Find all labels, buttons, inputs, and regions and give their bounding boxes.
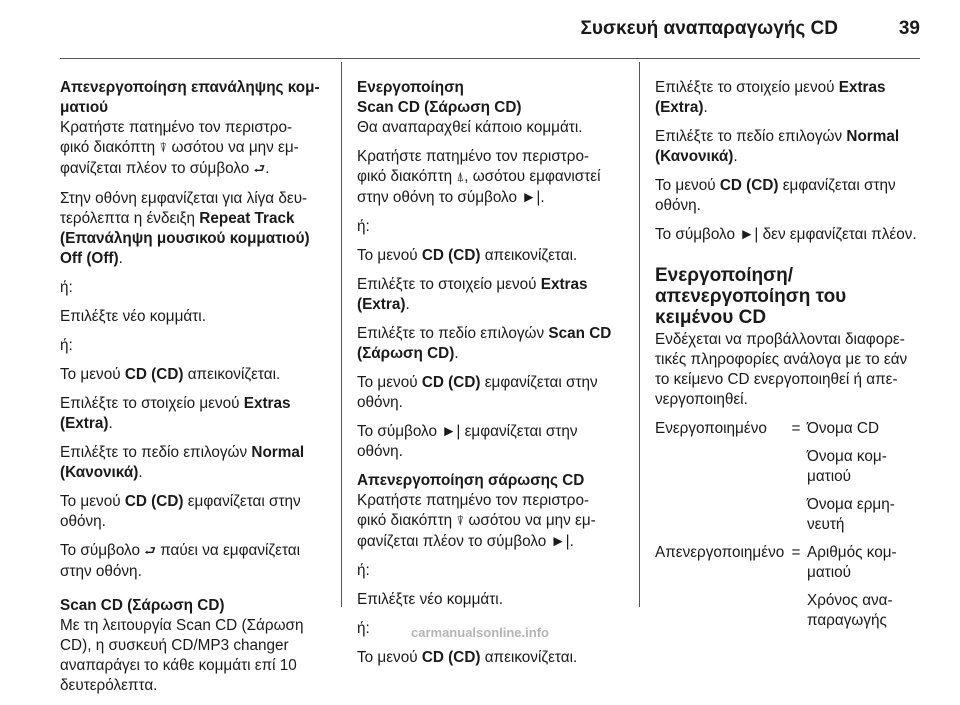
section-heading-scan-cd: Scan CD (Σάρωση CD)	[60, 597, 225, 614]
scan-icon: ►|	[441, 423, 461, 440]
page-title: Συσκευή αναπαραγωγής CD	[580, 18, 838, 39]
table-cell: Όνομα ερμη-νευτή	[807, 496, 895, 533]
or-text: ή:	[357, 562, 370, 579]
page-header	[0, 0, 960, 58]
column-2	[357, 78, 625, 677]
paragraph: Στην οθόνη εμφανίζεται για λίγα δευ- τερόλεπτα η ένδειξη Repeat Track (Επανάληψη μουσικού κομματιού) Off (Off).	[60, 190, 310, 267]
paragraph: Επιλέξτε το στοιχείο μενού Extras (Extra).	[357, 276, 588, 313]
paragraph: Με τη λειτουργία Scan CD (Σάρωση CD), η συσκευή CD/MP3 changer αναπαράγει το κάθε κομμάτι επί 10 δευτερόλεπτα.	[60, 617, 304, 694]
paragraph: Επιλέξτε το πεδίο επιλογών Normal (Κανονικά).	[655, 128, 900, 165]
knob-down-icon: ⍒	[159, 141, 168, 156]
knob-down-icon: ⍒	[456, 514, 465, 529]
section-heading-repeat-off: Απενεργοποίηση επανάληψης κομ- ματιού	[60, 79, 320, 116]
paragraph: Επιλέξτε νέο κομμάτι.	[357, 591, 503, 608]
paragraph: Επιλέξτε το στοιχείο μενού Extras (Extra).	[655, 79, 886, 116]
section-heading-cd-text: Ενεργοποίηση/ απενεργοποίηση του κειμένου CD	[655, 265, 847, 328]
table-row-label: Ενεργοποιημένο	[655, 420, 767, 437]
scan-icon: ►|	[739, 226, 759, 243]
paragraph: Το μενού CD (CD) απεικονίζεται.	[357, 649, 578, 666]
paragraph: Κρατήστε πατημένο τον περιστρο- φικό διακόπτη ⍒ ωσότου να μην εμ- φανίζεται πλέον το σύμβολο ⮐.	[60, 119, 299, 177]
or-text: ή:	[357, 620, 370, 637]
paragraph: Το μενού CD (CD) απεικονίζεται.	[357, 247, 578, 264]
or-text: ή:	[60, 279, 73, 296]
column-1	[60, 78, 328, 705]
equals-sign: =	[791, 544, 801, 561]
column-divider-2	[639, 62, 640, 607]
paragraph: Το σύμβολο ►| δεν εμφανίζεται πλέον.	[655, 226, 917, 243]
repeat-icon: ⮐	[144, 544, 156, 559]
paragraph: Το σύμβολο ►| εμφανίζεται στην οθόνη.	[357, 423, 578, 460]
paragraph: Το μενού CD (CD) απεικονίζεται.	[60, 366, 281, 383]
scan-icon: ►|	[550, 533, 570, 550]
section-heading-scan-on: Ενεργοποίηση Scan CD (Σάρωση CD)	[357, 79, 522, 116]
table-cell: Όνομα κομ-ματιού	[807, 448, 887, 485]
column-3	[655, 78, 923, 631]
paragraph: Κρατήστε πατημένο τον περιστρο- φικό διακόπτη ⍋, ωσότου εμφανιστεί στην οθόνη το σύμβολο ►|.	[357, 148, 601, 206]
table-cell: Όνομα CD	[807, 420, 880, 437]
paragraph: Το μενού CD (CD) εμφανίζεται στην οθόνη.	[655, 177, 896, 214]
paragraph: Το σύμβολο ⮐ παύει να εμφανίζεται στην οθόνη.	[60, 542, 301, 580]
paragraph: Ενδέχεται να προβάλλονται διαφορε-τικές πληροφορίες ανάλογα με το εάν το κείμενο CD ενεργοποιηθεί ή απε-νεργοποιηθεί.	[655, 331, 908, 408]
table-row-label: Απενεργοποιημένο	[655, 544, 785, 561]
paragraph: Κρατήστε πατημένο τον περιστρο- φικό διακόπτη ⍒ ωσότου να μην εμ- φανίζεται πλέον το σύμβολο ►|.	[357, 492, 596, 550]
cd-text-table	[655, 419, 923, 631]
table-cell: Αριθμός κομ-ματιού	[807, 544, 897, 581]
paragraph: Το μενού CD (CD) εμφανίζεται στην οθόνη.	[60, 493, 301, 530]
paragraph: Το μενού CD (CD) εμφανίζεται στην οθόνη.	[357, 374, 598, 411]
table-cell: Χρόνος ανα-παραγωγής	[807, 592, 893, 629]
watermark: carmanualsonline.info	[411, 625, 549, 640]
paragraph: Επιλέξτε το πεδίο επιλογών Normal (Κανονικά).	[60, 444, 305, 481]
section-heading-scan-off: Απενεργοποίηση σάρωσης CD	[357, 472, 585, 489]
paragraph: Επιλέξτε νέο κομμάτι.	[60, 308, 206, 325]
column-divider-1	[341, 62, 342, 607]
header-divider	[60, 58, 920, 59]
equals-sign: =	[791, 420, 801, 437]
paragraph: Επιλέξτε το στοιχείο μενού Extras (Extra).	[60, 395, 291, 432]
paragraph: Θα αναπαραχθεί κάποιο κομμάτι.	[357, 119, 583, 136]
paragraph: Επιλέξτε το πεδίο επιλογών Scan CD (Σάρωση CD).	[357, 325, 612, 362]
or-text: ή:	[60, 337, 73, 354]
knob-up-icon: ⍋	[456, 170, 465, 185]
page-number: 39	[898, 18, 920, 39]
scan-icon: ►|	[521, 189, 541, 206]
or-text: ή:	[357, 218, 370, 235]
repeat-icon: ⮐	[253, 162, 266, 177]
